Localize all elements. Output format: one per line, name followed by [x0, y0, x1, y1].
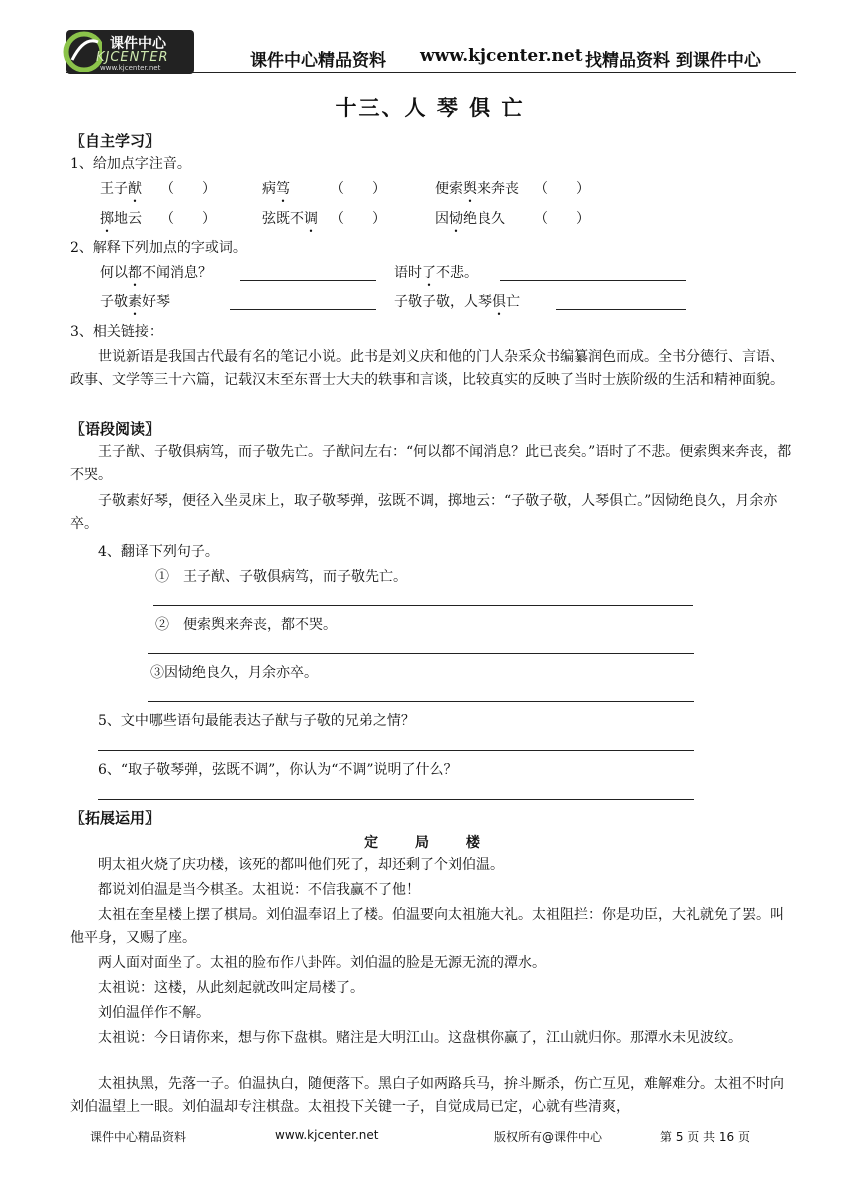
q2-label: 2、解释下列加点的字或词。 — [70, 240, 247, 256]
q1-paren-3: （ ） — [534, 181, 590, 197]
footer-page-number: 第 5 页 共 16 页 — [660, 1130, 750, 1144]
q1-label: 1、给加点字注音。 — [70, 156, 191, 172]
footer-copyright: 版权所有@课件中心 — [494, 1130, 603, 1144]
header-site[interactable]: www.kjcenter.net — [420, 46, 583, 66]
footer-site[interactable]: www.kjcenter.net — [275, 1128, 379, 1142]
answer-line[interactable] — [98, 799, 694, 800]
page-title: 十三、人 琴 俱 亡 — [335, 95, 525, 120]
q2-item-1: 何以都不闻消息？ — [100, 265, 212, 281]
section-extension: 〖拓展运用〗 — [70, 809, 161, 827]
q2-item-2: 语时了不悲。 — [394, 265, 478, 281]
q4-label: 4、翻译下列句子。 — [98, 544, 219, 560]
q4-item-3: ③因恸绝良久，月余亦卒。 — [150, 665, 318, 681]
footer-left: 课件中心精品资料 — [90, 1130, 187, 1144]
section-reading: 〖语段阅读〗 — [70, 420, 161, 438]
q1-paren-6: （ ） — [534, 211, 590, 227]
story-paragraph: 太祖说：这楼，从此刻起就改叫定局楼了。 — [98, 980, 364, 996]
story-paragraph: 明太祖火烧了庆功楼，该死的都叫他们死了，却还剩了个刘伯温。 — [98, 857, 504, 873]
answer-line[interactable] — [230, 309, 376, 310]
q5-text: 5、文中哪些语句最能表达子猷与子敬的兄弟之情？ — [98, 713, 415, 729]
q1-paren-1: （ ） — [160, 181, 216, 197]
q6-text: 6、“取子敬琴弹，弦既不调”，你认为“不调”说明了什么？ — [98, 762, 458, 778]
answer-line[interactable] — [153, 605, 693, 606]
passage-p2: 子敬素好琴，便径入坐灵床上，取子敬琴弹，弦既不调，掷地云：“子敬子敬，人琴俱亡。”因恸绝良久，月余亦卒。 — [70, 493, 778, 532]
story-paragraph: 太祖在奎星楼上摆了棋局。刘伯温奉诏上了楼。伯温要向太祖施大礼。太祖阻拦：你是功臣，大礼就免了罢。叫他平身，又赐了座。 — [70, 907, 784, 946]
header-rule — [66, 72, 796, 73]
q1-paren-4: （ ） — [160, 211, 216, 227]
answer-line[interactable] — [240, 280, 376, 281]
q2-item-4: 子敬子敬，人琴俱亡 — [394, 294, 520, 310]
answer-line[interactable] — [556, 309, 686, 310]
story-paragraph: 太祖执黑，先落一子。伯温执白，随便落下。黑白子如两路兵马，拚斗厮杀，伤亡互见，难解难分。太祖不时向刘伯温望上一眼。刘伯温却专注棋盘。太祖投下关键一子，自觉成局已定，心就有些清爽， — [70, 1076, 784, 1115]
story-paragraph: 两人面对面坐了。太祖的脸布作八卦阵。刘伯温的脸是无源无流的潭水。 — [98, 955, 546, 971]
answer-line[interactable] — [500, 280, 686, 281]
q1-item-6: 因恸绝良久 — [435, 211, 505, 227]
section-self-study: 〖自主学习〗 — [70, 132, 161, 150]
q1-item-2: 病笃 — [262, 181, 290, 197]
story-paragraph: 都说刘伯温是当今棋圣。太祖说：不信我赢不了他！ — [98, 882, 420, 898]
header-left: 课件中心精品资料 — [250, 51, 386, 71]
logo-url: www.kjcenter.net — [100, 64, 161, 72]
answer-line[interactable] — [98, 750, 694, 751]
q1-item-5: 弦既不调 — [262, 211, 318, 227]
q3-text: 世说新语是我国古代最有名的笔记小说。此书是刘义庆和他的门人杂采众书编纂润色而成。全书分德行、言语、政事、文学等三十六篇，记载汉末至东晋士大夫的轶事和言谈，比较真实的反映了当时士族阶级的生活和精神面貌。 — [70, 349, 784, 388]
q1-item-1: 王子猷 — [100, 181, 142, 197]
q4-item-2: ② 便索舆来奔丧，都不哭。 — [155, 617, 337, 633]
q1-paren-5: （ ） — [330, 211, 386, 227]
q4-item-1: ① 王子猷、子敬俱病笃，而子敬先亡。 — [155, 569, 407, 585]
header-right: 找精品资料 到课件中心 — [585, 51, 761, 71]
logo-sub: KJCENTER — [96, 50, 169, 65]
q1-item-3: 便索舆来奔丧 — [435, 181, 519, 197]
passage-p1: 王子猷、子敬俱病笃，而子敬先亡。子猷问左右：“何以都不闻消息？此已丧矣。”语时了不悲。便索舆来奔丧，都不哭。 — [70, 444, 792, 483]
story-title: 定 局 楼 — [364, 835, 496, 851]
logo-title: 课件中心 — [110, 36, 166, 52]
story-paragraph: 太祖说：今日请你来，想与你下盘棋。赌注是大明江山。这盘棋你赢了，江山就归你。那潭水未见波纹。 — [98, 1030, 742, 1046]
q3-label: 3、相关链接： — [70, 324, 163, 340]
answer-line[interactable] — [148, 701, 694, 702]
q1-paren-2: （ ） — [330, 181, 386, 197]
q1-item-4: 掷地云 — [100, 211, 142, 227]
q2-item-3: 子敬素好琴 — [100, 294, 170, 310]
logo — [66, 30, 194, 74]
answer-line[interactable] — [148, 653, 694, 654]
story-paragraph: 刘伯温佯作不解。 — [98, 1005, 210, 1021]
